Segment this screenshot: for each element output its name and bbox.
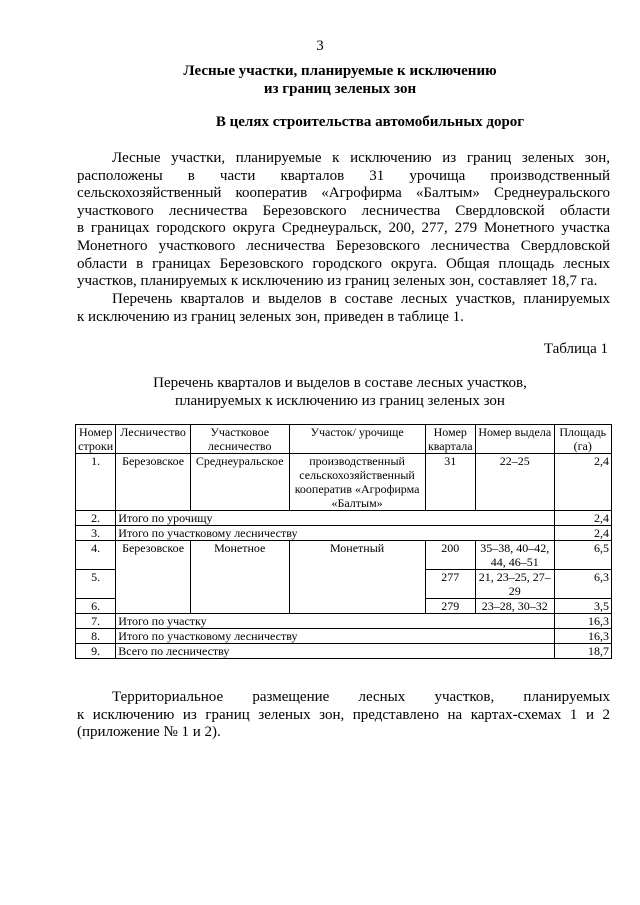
text-line: (приложение № 1 и 2). bbox=[77, 724, 221, 741]
area-cell: 2,4 bbox=[554, 454, 611, 511]
document-title bbox=[120, 62, 560, 98]
row-number: 4. bbox=[76, 541, 116, 570]
text-line: Монетного участкового лесничества Березовского лесничества Свердловской bbox=[77, 237, 610, 254]
page-number: 3 bbox=[316, 38, 324, 54]
area-cell: 2,4 bbox=[554, 526, 611, 541]
quarter-cell: 200 bbox=[425, 541, 475, 570]
text-line: расположены в части кварталов 31 урочища производственный bbox=[77, 167, 610, 184]
quarter-cell: 279 bbox=[425, 599, 475, 614]
table-header-row bbox=[76, 425, 612, 454]
header-quarter: Номер квартала bbox=[425, 425, 475, 454]
district-cell: Монетное bbox=[190, 541, 289, 614]
area-cell: 6,3 bbox=[554, 570, 611, 599]
subtotal-label: Итого по участковому лесничеству bbox=[116, 629, 554, 644]
section-cell: 22–25 bbox=[475, 454, 554, 511]
row-number: 8. bbox=[76, 629, 116, 644]
subtotal-label: Итого по участковому лесничеству bbox=[116, 526, 554, 541]
area-cell: 3,5 bbox=[554, 599, 611, 614]
header-section: Номер выдела bbox=[475, 425, 554, 454]
title-line-1: Лесные участки, планируемые к исключению bbox=[183, 63, 497, 79]
district-cell: Среднеуральское bbox=[190, 454, 289, 511]
forestry-cell: Березовское bbox=[116, 541, 191, 614]
row-number: 2. bbox=[76, 511, 116, 526]
section-cell: 21, 23–25, 27–29 bbox=[475, 570, 554, 599]
text-line: участков, планируемых к исключению из границ зеленых зон, составляет 18,7 га. bbox=[77, 273, 598, 290]
total-label: Всего по лесничеству bbox=[116, 644, 554, 659]
header-area: Площадь (га) bbox=[554, 425, 611, 454]
table-row bbox=[76, 511, 612, 526]
row-number: 9. bbox=[76, 644, 116, 659]
quarter-cell: 31 bbox=[425, 454, 475, 511]
header-forestry: Лесничество bbox=[116, 425, 191, 454]
table-caption bbox=[100, 374, 580, 410]
header-row-number: Номер строки bbox=[76, 425, 116, 454]
table-row bbox=[76, 644, 612, 659]
plot-cell: Монетный bbox=[289, 541, 425, 614]
table-row bbox=[76, 454, 612, 511]
subtotal-label: Итого по участку bbox=[116, 614, 554, 629]
forestry-cell: Березовское bbox=[116, 454, 191, 511]
row-number: 1. bbox=[76, 454, 116, 511]
quarter-cell: 277 bbox=[425, 570, 475, 599]
text-line: участкового лесничества Березовского лесничества Свердловской области bbox=[77, 202, 610, 219]
area-cell: 6,5 bbox=[554, 541, 611, 570]
plot-cell: производственный сельскохозяйственный кооператив «Агрофирма «Балтым» bbox=[289, 454, 425, 511]
row-number: 6. bbox=[76, 599, 116, 614]
forest-plots-table bbox=[75, 424, 612, 659]
row-number: 7. bbox=[76, 614, 116, 629]
area-cell: 16,3 bbox=[554, 629, 611, 644]
subtotal-label: Итого по урочищу bbox=[116, 511, 554, 526]
header-district-forestry: Участковое лесничество bbox=[190, 425, 289, 454]
table-row bbox=[76, 629, 612, 644]
text-line: к исключению из границ зеленых зон, представлено на картах-схемах 1 и 2 bbox=[77, 706, 610, 723]
text-line: к исключению из границ зеленых зон, приведен в таблице 1. bbox=[77, 308, 464, 325]
row-number: 5. bbox=[76, 570, 116, 599]
area-cell: 16,3 bbox=[554, 614, 611, 629]
text-line: Территориальное размещение лесных участков, планируемых bbox=[112, 689, 610, 705]
title-line-2: из границ зеленых зон bbox=[263, 81, 417, 97]
row-number: 3. bbox=[76, 526, 116, 541]
caption-line-1: Перечень кварталов и выделов в составе лесных участков, bbox=[153, 375, 527, 391]
text-line: в границах городского округа Среднеуральск, 200, 277, 279 Монетного участка bbox=[77, 220, 610, 237]
text-line: Перечень кварталов и выделов в составе лесных участков, планируемых bbox=[112, 291, 610, 307]
table-row bbox=[76, 541, 612, 570]
header-plot: Участок/ урочище bbox=[289, 425, 425, 454]
area-cell: 18,7 bbox=[554, 644, 611, 659]
caption-line-2: планируемых к исключению из границ зеленых зон bbox=[175, 393, 505, 409]
table-label: Таблица 1 bbox=[543, 341, 608, 357]
paragraph-1 bbox=[77, 150, 610, 291]
paragraph-3 bbox=[77, 689, 610, 742]
table-row bbox=[76, 526, 612, 541]
text-line: Лесные участки, планируемые к исключению из границ зеленых зон, bbox=[112, 150, 610, 166]
section-cell: 35–38, 40–42, 44, 46–51 bbox=[475, 541, 554, 570]
text-line: области в границах Березовского городского округа. Общая площадь лесных bbox=[77, 255, 610, 272]
area-cell: 2,4 bbox=[554, 511, 611, 526]
section-heading: В целях строительства автомобильных дорог bbox=[215, 114, 525, 130]
table-row bbox=[76, 614, 612, 629]
text-line: сельскохозяйственный кооператив «Агрофирма «Балтым» Среднеуральского bbox=[77, 185, 610, 202]
paragraph-2 bbox=[77, 291, 610, 326]
section-cell: 23–28, 30–32 bbox=[475, 599, 554, 614]
